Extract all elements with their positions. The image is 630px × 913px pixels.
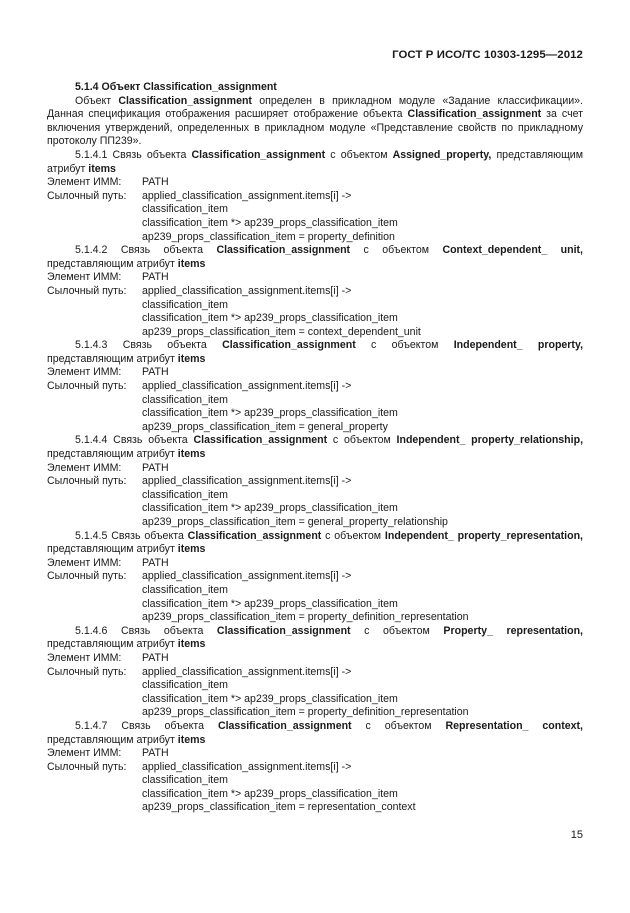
element-value: PATH [142, 461, 169, 474]
path-line: classification_item *> ap239_props_classification_item [142, 597, 398, 610]
element-label: Элемент ИММ: [47, 271, 122, 284]
section-intro [47, 95, 583, 149]
text-run: Объект [75, 94, 119, 107]
path-label: Сылочный путь: [47, 475, 127, 488]
path-line: ap239_props_classification_item = general_property [142, 420, 388, 433]
text-run: 5.1.4.3 Связь объекта [75, 339, 223, 352]
page-number: 15 [570, 829, 583, 841]
path-line: applied_classification_assignment.items[i] -> [142, 189, 352, 202]
path-line: classification_item [142, 488, 228, 501]
path-line: classification_item *> ap239_props_classification_item [142, 692, 398, 705]
bold-term: Independent_ property_relationship, [396, 434, 584, 447]
bold-term: Classification_assignment [118, 94, 252, 107]
path-line: classification_item [142, 298, 228, 311]
page-content [47, 81, 583, 815]
text-run: представляющим атрибут [47, 543, 178, 556]
path-line: classification_item [142, 393, 228, 406]
subsection [47, 339, 583, 434]
subsection [47, 720, 583, 815]
element-row [47, 747, 583, 761]
element-label: Элемент ИММ: [47, 366, 122, 379]
bold-term: Classification_assignment [191, 148, 326, 161]
element-value: PATH [142, 271, 169, 284]
subsection-heading [47, 149, 583, 176]
path-line: classification_item *> ap239_props_classification_item [142, 312, 398, 325]
element-value: PATH [142, 176, 169, 189]
path-line: classification_item [142, 203, 228, 216]
text-run: 5.1.4.5 Связь объекта [75, 529, 188, 542]
path-line: classification_item *> ap239_props_classification_item [142, 407, 398, 420]
subsection-heading [47, 434, 583, 461]
path-line: classification_item *> ap239_props_classification_item [142, 502, 398, 515]
path-row [47, 570, 583, 584]
text-run: с объектом [327, 434, 397, 447]
element-row [47, 557, 583, 571]
path-row [47, 380, 583, 394]
element-row [47, 176, 583, 190]
element-row [47, 366, 583, 380]
element-row [47, 271, 583, 285]
subsection [47, 530, 583, 625]
bold-term: Classification_assignment [222, 339, 356, 352]
text-run: с объектом [355, 339, 454, 352]
path-row [47, 475, 583, 489]
text-run: определен в прикладном модуле «Задание классификации». Данная спецификация отображения расширяет отображение объекта [47, 94, 583, 121]
bold-term: Classification_assignment [216, 624, 351, 637]
subsections-list [47, 149, 583, 815]
bold-term: Classification_assignment [187, 529, 322, 542]
bold-term: items [177, 448, 206, 461]
bold-term: Representation_ context, [445, 719, 583, 732]
bold-term: Property_ representation, [443, 624, 583, 637]
text-run: представляющим атрибут [47, 448, 178, 461]
path-line: classification_item *> ap239_props_classification_item [142, 787, 398, 800]
subsection [47, 434, 583, 529]
element-value: PATH [142, 747, 169, 760]
path-row [47, 285, 583, 299]
element-value: PATH [142, 651, 169, 664]
text-run: 5.1.4.7 Связь объекта [75, 719, 218, 732]
subsection-heading [47, 625, 583, 652]
text-run: за счет включения утверждений, определенных в прикладном модуле «Представление свойств по прикладному протоколу ПП239». [47, 108, 583, 148]
path-line: applied_classification_assignment.items[i] -> [142, 284, 352, 297]
bold-term: Context_dependent_ unit, [442, 244, 583, 257]
path-line: ap239_props_classification_item = representation_context [142, 801, 416, 814]
bold-term: Independent_ property_representation, [384, 529, 583, 542]
path-line: ap239_props_classification_item = context_dependent_unit [142, 325, 421, 338]
element-label: Элемент ИММ: [47, 651, 122, 664]
path-line: classification_item [142, 679, 228, 692]
path-label: Сылочный путь: [47, 284, 127, 297]
bold-term: Classification_assignment [216, 244, 351, 257]
path-line: classification_item *> ap239_props_classification_item [142, 216, 398, 229]
path-line: applied_classification_assignment.items[i] -> [142, 570, 352, 583]
element-value: PATH [142, 556, 169, 569]
path-line: applied_classification_assignment.items[i] -> [142, 475, 352, 488]
subsection-heading [47, 720, 583, 747]
path-label: Сылочный путь: [47, 760, 127, 773]
text-run: с объектом [321, 529, 385, 542]
text-run: представляющим атрибут [47, 733, 178, 746]
path-line: classification_item [142, 774, 228, 787]
text-run: с объектом [350, 244, 443, 257]
path-row [47, 666, 583, 680]
element-label: Элемент ИММ: [47, 176, 122, 189]
text-run: представляющим атрибут [47, 352, 178, 365]
bold-term: Assigned_property, [392, 148, 492, 161]
path-label: Сылочный путь: [47, 189, 127, 202]
bold-term: items [177, 352, 206, 365]
subsection [47, 149, 583, 244]
subsection-heading [47, 244, 583, 271]
text-run: 5.1.4.4 Связь объекта [75, 434, 194, 447]
subsection-heading [47, 339, 583, 366]
path-line: ap239_props_classification_item = property_definition [142, 230, 395, 243]
path-label: Сылочный путь: [47, 570, 127, 583]
text-run: 5.1.4.6 Связь объекта [75, 624, 217, 637]
text-run: 5.1.4.1 Связь объекта [75, 148, 192, 161]
element-label: Элемент ИММ: [47, 556, 122, 569]
subsection [47, 244, 583, 339]
bold-term: Independent_ property, [453, 339, 584, 352]
text-run: с объектом [325, 148, 393, 161]
path-label: Сылочный путь: [47, 380, 127, 393]
text-run: 5.1.4.2 Связь объекта [75, 244, 217, 257]
subsection-heading [47, 530, 583, 557]
path-line: ap239_props_classification_item = property_definition_representation [142, 611, 469, 624]
path-line: classification_item [142, 583, 228, 596]
text-run: с объектом [350, 624, 444, 637]
path-row [47, 190, 583, 204]
text-run: с объектом [351, 719, 446, 732]
section-title: 5.1.4 Объект Classification_assignment [75, 81, 277, 93]
element-row [47, 462, 583, 476]
bold-term: items [177, 638, 206, 651]
path-line: applied_classification_assignment.items[i] -> [142, 380, 352, 393]
bold-term: items [177, 257, 206, 270]
path-row [47, 761, 583, 775]
bold-term: items [88, 162, 116, 175]
text-run: представляющим атрибут [47, 638, 178, 651]
path-label: Сылочный путь: [47, 665, 127, 678]
bold-term: Classification_assignment [193, 434, 328, 447]
document-header: ГОСТ Р ИСО/ТС 10303-1295—2012 [392, 49, 583, 61]
bold-term: Classification_assignment [407, 108, 542, 121]
path-line: ap239_props_classification_item = general_property_relationship [142, 516, 448, 528]
path-line: applied_classification_assignment.items[i] -> [142, 665, 352, 678]
text-run: представляющим атрибут [47, 148, 584, 175]
element-row [47, 652, 583, 666]
path-line: applied_classification_assignment.items[i] -> [142, 760, 352, 773]
bold-term: items [177, 733, 206, 746]
bold-term: Classification_assignment [217, 719, 352, 732]
subsection [47, 625, 583, 720]
element-label: Элемент ИММ: [47, 461, 122, 474]
bold-term: items [177, 543, 206, 556]
element-label: Элемент ИММ: [47, 747, 122, 760]
path-line: ap239_props_classification_item = property_definition_representation [142, 706, 469, 719]
text-run: представляющим атрибут [47, 257, 178, 270]
element-value: PATH [142, 366, 169, 379]
